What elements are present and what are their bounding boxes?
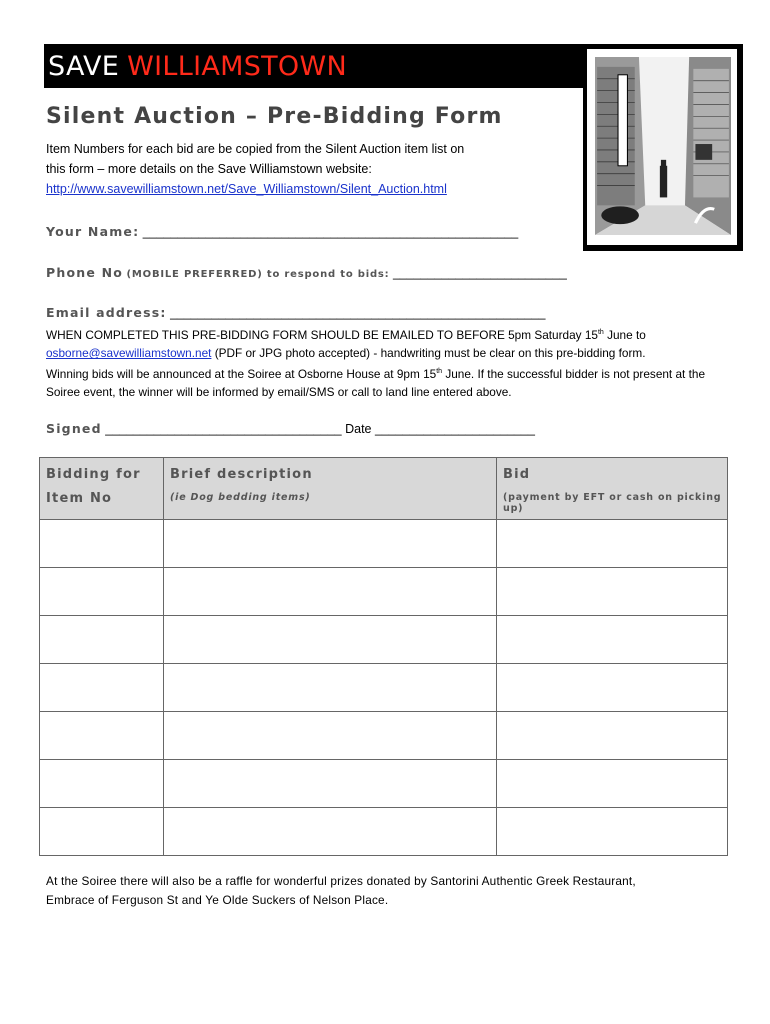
page-title: Silent Auction – Pre-Bidding Form bbox=[46, 104, 503, 129]
table-row bbox=[40, 712, 728, 760]
name-field[interactable] bbox=[46, 222, 518, 242]
bid-cell[interactable] bbox=[497, 712, 728, 760]
table-row bbox=[40, 664, 728, 712]
header-description bbox=[164, 458, 497, 520]
item-no-cell[interactable] bbox=[40, 520, 164, 568]
item-no-cell[interactable] bbox=[40, 712, 164, 760]
raffle-line-1: At the Soiree there will also be a raffle for wonderful prizes donated by Santorini Authentic Greek Restaurant, bbox=[46, 874, 636, 888]
date-label: Date bbox=[345, 422, 372, 436]
header-item-no bbox=[40, 458, 164, 520]
header-bid-title: Bid bbox=[503, 467, 531, 482]
header-bid-hint: (payment by EFT or cash on picking up) bbox=[503, 492, 722, 514]
notice-text-3: (PDF or JPG photo accepted) - handwriting must be clear on this pre-bidding form. bbox=[211, 346, 646, 361]
phone-note: (MOBILE PREFERRED) to respond to bids: bbox=[126, 269, 390, 280]
notice-text-2: June to bbox=[603, 327, 646, 342]
table-row bbox=[40, 520, 728, 568]
signed-blank-line[interactable]: __________________________________ bbox=[105, 422, 342, 436]
intro-line-2: this form – more details on the Save Williamstown website: bbox=[46, 162, 372, 176]
notice-text-1: WHEN COMPLETED THIS PRE-BIDDING FORM SHOULD BE EMAILED TO BEFORE 5pm Saturday 15 bbox=[46, 327, 598, 342]
signed-label: Signed bbox=[46, 421, 102, 436]
description-cell[interactable] bbox=[164, 616, 497, 664]
name-blank-line[interactable]: ______________________________________________________ bbox=[142, 225, 519, 239]
item-no-cell[interactable] bbox=[40, 616, 164, 664]
banner-save-text: SAVE bbox=[48, 50, 120, 82]
phone-label: Phone No bbox=[46, 265, 124, 280]
description-cell[interactable] bbox=[164, 520, 497, 568]
item-no-cell[interactable] bbox=[40, 568, 164, 616]
email-field[interactable] bbox=[46, 303, 545, 323]
header-description-hint: (ie Dog bedding items) bbox=[170, 492, 311, 503]
item-no-cell[interactable] bbox=[40, 808, 164, 856]
description-cell[interactable] bbox=[164, 760, 497, 808]
intro-line-1: Item Numbers for each bid are be copied from the Silent Auction item list on bbox=[46, 142, 465, 156]
street-sketch-drawing bbox=[595, 57, 731, 235]
submission-notice bbox=[46, 324, 726, 402]
description-cell[interactable] bbox=[164, 808, 497, 856]
notice-sup-2: th bbox=[436, 367, 443, 375]
signature-field[interactable] bbox=[46, 419, 535, 439]
email-label: Email address: bbox=[46, 305, 167, 320]
header-description-title: Brief description bbox=[170, 467, 313, 482]
table-header-row bbox=[40, 458, 728, 520]
auction-website-link[interactable]: http://www.savewilliamstown.net/Save_Williamstown/Silent_Auction.html bbox=[46, 182, 447, 196]
table-row bbox=[40, 616, 728, 664]
email-blank-line[interactable]: ______________________________________________________ bbox=[170, 306, 546, 320]
raffle-note bbox=[46, 872, 726, 910]
bid-cell[interactable] bbox=[497, 520, 728, 568]
phone-field[interactable] bbox=[46, 263, 567, 285]
notice-sup-1: th bbox=[597, 329, 604, 336]
contact-email-link[interactable]: osborne@savewilliamstown.net bbox=[46, 346, 212, 361]
item-no-cell[interactable] bbox=[40, 760, 164, 808]
notice-text-5: June. If the successful bidder is not present at the Soiree event, the winner will be informed by email/SMS or call to land line entered above. bbox=[46, 366, 706, 400]
item-no-cell[interactable] bbox=[40, 664, 164, 712]
street-sketch-image bbox=[583, 44, 743, 251]
bid-cell[interactable] bbox=[497, 664, 728, 712]
name-label: Your Name: bbox=[46, 224, 140, 239]
date-blank-line[interactable]: _______________________ bbox=[375, 422, 535, 436]
bid-cell[interactable] bbox=[497, 808, 728, 856]
table-row bbox=[40, 568, 728, 616]
header-item-no-line2: Item No bbox=[46, 491, 113, 506]
header-banner bbox=[44, 44, 588, 88]
banner-williamstown-text: WILLIAMSTOWN bbox=[127, 50, 347, 82]
header-bid bbox=[497, 458, 728, 520]
description-cell[interactable] bbox=[164, 568, 497, 616]
bid-cell[interactable] bbox=[497, 568, 728, 616]
table-row bbox=[40, 760, 728, 808]
description-cell[interactable] bbox=[164, 664, 497, 712]
notice-text-4: Winning bids will be announced at the Soiree at Osborne House at 9pm 15 bbox=[46, 366, 437, 381]
header-item-no-line1: Bidding for bbox=[46, 467, 141, 482]
table-row bbox=[40, 808, 728, 856]
raffle-line-2: Embrace of Ferguson St and Ye Olde Suckers of Nelson Place. bbox=[46, 893, 389, 907]
bid-cell[interactable] bbox=[497, 616, 728, 664]
bidding-table bbox=[39, 457, 728, 856]
phone-blank-line[interactable]: _________________________ bbox=[392, 266, 567, 280]
bid-cell[interactable] bbox=[497, 760, 728, 808]
description-cell[interactable] bbox=[164, 712, 497, 760]
